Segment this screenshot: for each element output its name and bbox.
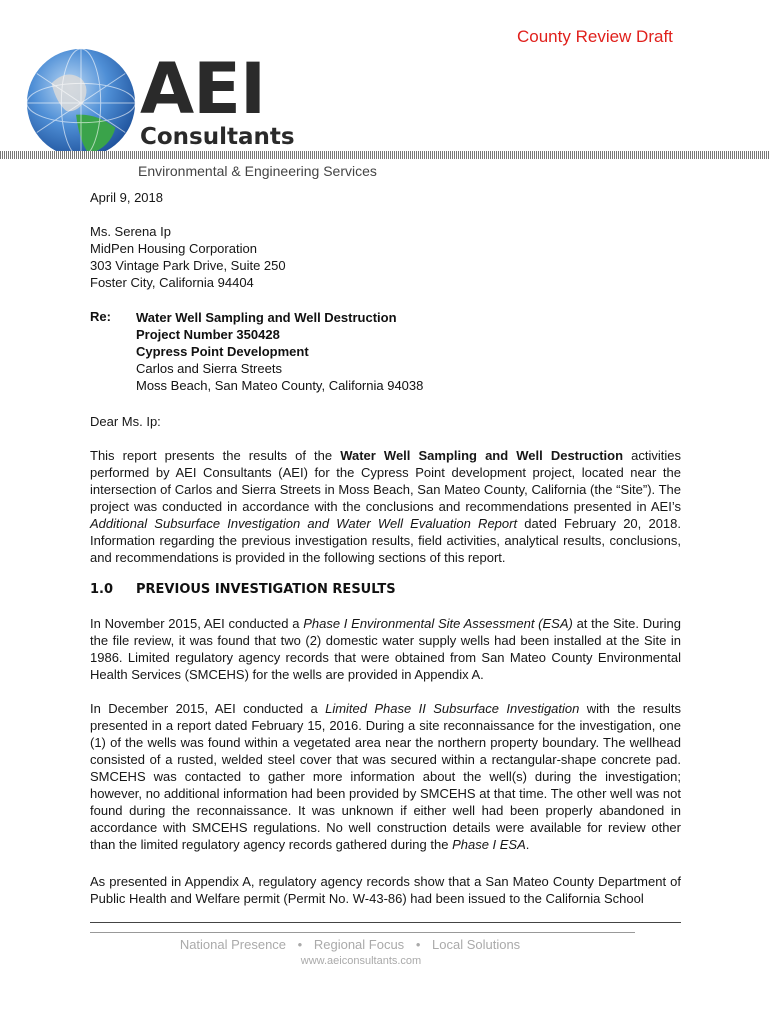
globe-logo-icon <box>22 44 140 162</box>
footer-rule-secondary <box>90 932 635 933</box>
draft-watermark-label: County Review Draft <box>517 27 673 46</box>
footer-separator: • <box>415 937 421 952</box>
paragraph-phase-ii <box>90 700 681 853</box>
logo-subtitle: Consultants <box>140 124 295 150</box>
paragraph-italic-title: Phase I Environmental Site Assessment (ESA) <box>303 616 573 631</box>
re-project-number: Project Number 350428 <box>136 327 280 342</box>
intro-bold-title: Water Well Sampling and Well Destruction <box>340 448 624 463</box>
footer-tagline <box>0 937 700 952</box>
paragraph-italic-title: Limited Phase II Subsurface Investigation <box>325 701 580 716</box>
intro-text: This report presents the results of the <box>90 448 341 463</box>
recipient-line: 303 Vintage Park Drive, Suite 250 <box>90 258 286 273</box>
re-development-name: Cypress Point Development <box>136 344 309 359</box>
footer-separator: • <box>297 937 303 952</box>
section-number: 1.0 <box>90 582 114 597</box>
footer-tagline-part: National Presence <box>179 937 287 952</box>
re-street-line: Carlos and Sierra Streets <box>136 361 282 376</box>
recipient-line: Foster City, California 94404 <box>90 275 254 290</box>
salutation: Dear Ms. Ip: <box>90 414 161 429</box>
re-city-line: Moss Beach, San Mateo County, California 94038 <box>136 378 424 393</box>
recipient-line: Ms. Serena Ip <box>90 224 171 239</box>
intro-report-title: Additional Subsurface Investigation and Water Well Evaluation Report <box>90 516 518 531</box>
paragraph-text: In December 2015, AEI conducted a <box>90 701 326 716</box>
paragraph-phase-i <box>90 615 681 683</box>
paragraph-text: at the Site. During the file review, it was found that two (2) domestic water supply wells had been installed at the Site in 1986. Limited regulatory agency records that were obtained from San Mateo County Environmental Health Services (SMCEHS) for the wells are provided in Appendix A. <box>90 616 682 682</box>
footer-tagline-part: Regional Focus <box>313 937 405 952</box>
section-title: PREVIOUS INVESTIGATION RESULTS <box>136 582 396 597</box>
logo-wordmark: AEI <box>140 48 266 130</box>
intro-text: activities performed by AEI Consultants (AEI) for the Cypress Point development project, located near the intersection of Carlos and Sierra Streets in Moss Beach, San Mateo County, California (the “Site”). The project was conducted in accordance with the conclusions and recommendations presented in AEI’s <box>90 448 681 514</box>
paragraph-italic-title: Phase I ESA <box>452 837 526 852</box>
paragraph-text: In November 2015, AEI conducted a <box>90 616 304 631</box>
paragraph-appendix: As presented in Appendix A, regulatory agency records show that a San Mateo County Department of Public Health and Welfare permit (Permit No. W-43-86) had been issued to the California School <box>90 874 681 906</box>
footer-website-link[interactable]: www.aeiconsultants.com <box>300 955 422 967</box>
logo-tagline: Environmental & Engineering Services <box>138 163 377 179</box>
footer-tagline-part: Local Solutions <box>432 937 521 952</box>
intro-text: dated February 20, 2018. Information regarding the previous investigation results, field activities, analytical results, conclusions, and recommendations is provided in the following sections of this report. <box>90 516 681 565</box>
footer-rule <box>90 922 681 923</box>
header-hatch-divider <box>0 151 770 159</box>
re-label: Re: <box>90 309 111 324</box>
re-subject-line: Water Well Sampling and Well Destruction <box>136 310 397 325</box>
re-subject-block <box>136 309 423 394</box>
recipient-line: MidPen Housing Corporation <box>90 241 257 256</box>
intro-paragraph <box>90 447 681 566</box>
recipient-address <box>90 223 681 291</box>
letter-date: April 9, 2018 <box>90 190 163 205</box>
paragraph-text: . <box>525 837 530 852</box>
paragraph-text: with the results presented in a report dated February 15, 2016. During a site reconnaissance for the investigation, one (1) of the wells was found within a vegetated area near the northern property boundary. The wellhead consisted of a rusted, welded steel cover that was secured within a rectangular-shape concrete pad. SMCEHS was contacted to gather more information about the well(s) during the investigation; however, no additional information had been provided by SMCEHS at that time. The other well was not found during the reconnaissance. It was unknown if either well had been properly abandoned in accordance with SMCEHS regulations. No well construction details were available for review other than the limited regulatory agency records gathered during the <box>90 701 681 852</box>
